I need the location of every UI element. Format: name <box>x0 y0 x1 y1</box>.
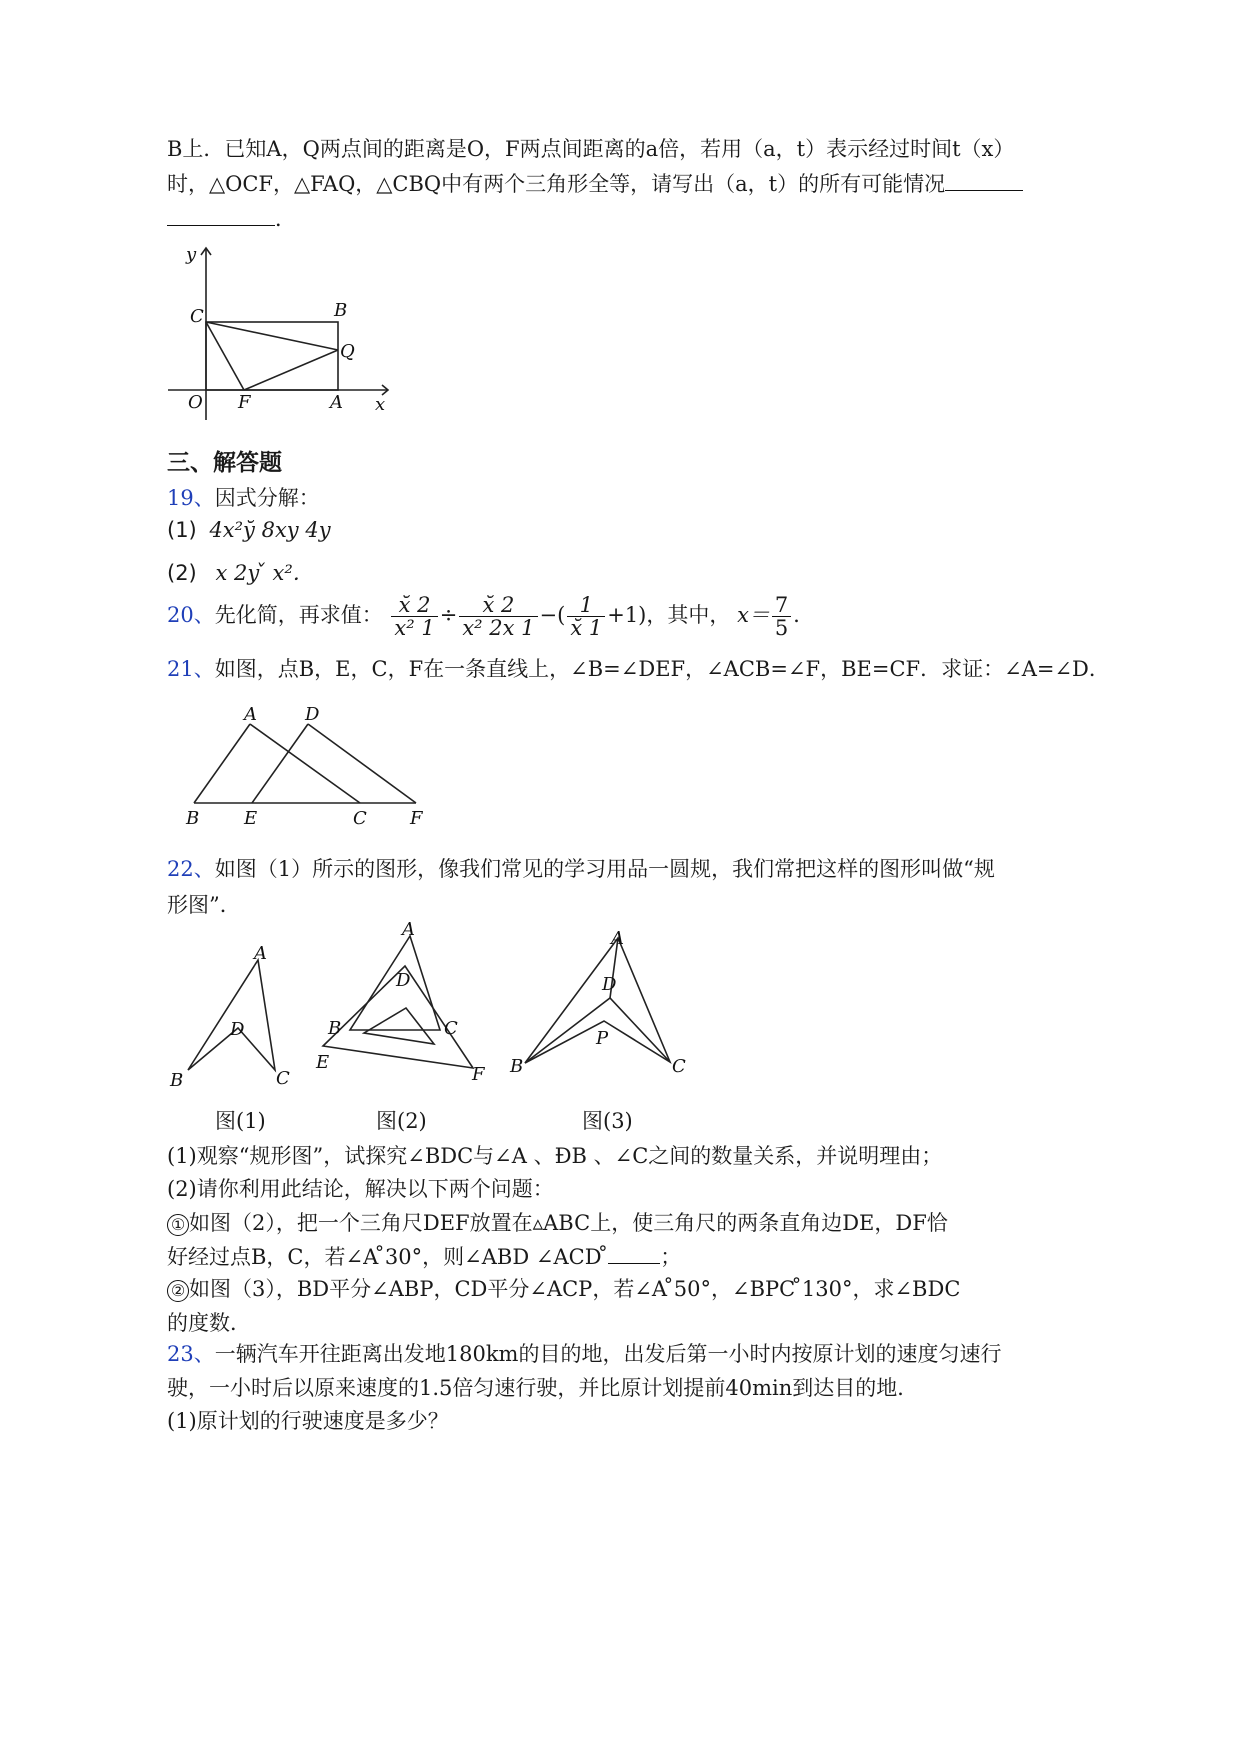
circle-two: ② <box>167 1280 189 1302</box>
q20-text: 先化简，再求值： <box>214 603 383 627</box>
q19-number: 19、 <box>167 486 215 510</box>
q20-number: 20、 <box>167 603 215 627</box>
q22-semicolon: ； <box>660 1245 682 1269</box>
q22-figures <box>160 918 700 1103</box>
fig2-label-B: B <box>328 1018 342 1039</box>
q18-line2-text: 时，△OCF，△FAQ，△CBQ中有两个三角形全等，请写出（a，t）的所有可能情况 <box>167 172 946 196</box>
segment-CQ <box>206 322 338 350</box>
fig2-triangle-ABC <box>350 936 440 1030</box>
q22-text: 如图（1）所示的图形，像我们常见的学习用品一圆规，我们常把这样的图形叫做“规 <box>214 857 995 881</box>
q18-period: ． <box>275 207 296 231</box>
answer-blank <box>167 205 275 226</box>
q19-part2 <box>167 557 314 587</box>
label-E: E <box>244 808 258 829</box>
q23-line1 <box>167 1338 1001 1368</box>
q22-sub1: (1)观察“规形图”，试探究∠BDC与∠A 、ÐB 、∠C之间的数量关系，并说明理由； <box>167 1144 943 1168</box>
fig1-label-D: D <box>230 1019 245 1040</box>
q18-figure <box>160 230 400 430</box>
q22-sub2: (2)请你利用此结论，解决以下两个问题： <box>167 1177 554 1201</box>
fig1-shape <box>188 960 275 1070</box>
q21-text: 如图，点B，E，C，F在一条直线上，∠B=∠DEF，∠ACB=∠F，BE=CF．求证：∠A=∠D． <box>214 657 1110 681</box>
q22-line1 <box>167 853 995 883</box>
segment-AC <box>250 724 360 803</box>
label-D: D <box>305 704 320 725</box>
fig3-caption: 图(3) <box>582 1109 633 1133</box>
label-Q: Q <box>340 341 355 362</box>
q22-sub2-1 <box>167 1207 948 1237</box>
fig2-label-E: E <box>316 1052 330 1073</box>
q19-stem <box>167 482 320 512</box>
label-B: B <box>334 300 348 321</box>
q18-line3 <box>167 203 296 233</box>
q22-sub2-1-cont-text: 好经过点B，C，若∠A ̊30°，则∠ABD ∠ACD ̊ <box>167 1245 609 1269</box>
fig2-inner-triangle <box>364 1008 434 1044</box>
section-heading: 三、解答题 <box>167 450 282 476</box>
x-equals: x＝ <box>737 603 770 627</box>
q22-sub2-2 <box>167 1273 960 1303</box>
fig3-label-C: C <box>672 1056 686 1077</box>
q20-stem <box>167 594 814 639</box>
q23-line2: 驶，一小时后以原来速度的1.5倍匀速行驶，并比原计划提前40min到达目的地． <box>167 1376 919 1400</box>
label-C: C <box>353 808 367 829</box>
q23-number: 23、 <box>167 1342 215 1366</box>
circle-one: ① <box>167 1214 189 1236</box>
segment-FQ <box>244 350 338 390</box>
label-y: y <box>186 244 197 265</box>
label-F: F <box>238 392 251 413</box>
q21-number: 21、 <box>167 657 215 681</box>
q19-part2-label: (2) <box>167 561 197 585</box>
segment-CF <box>206 322 244 390</box>
label-C: C <box>190 306 204 327</box>
label-A: A <box>244 704 257 725</box>
q22-line2: 形图”． <box>167 893 241 917</box>
label-B: B <box>186 808 200 829</box>
label-x: x <box>375 394 386 415</box>
fraction-3: $\frac{1}{x̆ 1}$ <box>567 594 605 639</box>
q21-stem <box>167 653 1110 683</box>
q21-figure <box>180 700 440 835</box>
q22-number: 22、 <box>167 857 215 881</box>
segment-AB <box>194 724 250 803</box>
fig3-label-P: P <box>596 1028 609 1049</box>
fraction-2: $\frac{x̆ 2}{\text{x² 2x 1}}$ <box>459 594 537 639</box>
fig1-caption: 图(1) <box>215 1109 266 1133</box>
label-F: F <box>410 808 423 829</box>
label-O: O <box>188 392 203 413</box>
q22-sub2-1-text: 如图（2），把一个三角尺DEF放置在▵ABC上，使三角尺的两条直角边DE，DF恰 <box>189 1211 948 1235</box>
fig2-label-C: C <box>444 1018 458 1039</box>
fig2-label-D: D <box>396 970 411 991</box>
q20-period: ． <box>793 603 815 627</box>
q19-part2-expr: x 2y ̌ x²． <box>215 561 314 585</box>
q23-text: 一辆汽车开往距离出发地180km的目的地，出发后第一小时内按原计划的速度匀速行 <box>214 1342 1002 1366</box>
fig1-label-B: B <box>170 1070 184 1091</box>
q23-sub1: (1)原计划的行驶速度是多少？ <box>167 1409 449 1433</box>
q22-sub2-2-text: 如图（3），BD平分∠ABP，CD平分∠ACP，若∠A ̊50°，∠BPC ̊130°，求∠BDC <box>189 1277 961 1301</box>
fig1-label-C: C <box>276 1068 290 1089</box>
fig3-label-B: B <box>510 1056 524 1077</box>
fig3-label-D: D <box>602 974 617 995</box>
segment-DF <box>308 724 416 803</box>
answer-blank <box>945 170 1023 191</box>
fig2-label-F: F <box>472 1064 485 1085</box>
q19-part1 <box>167 518 331 542</box>
divide-sign: ÷ <box>439 603 458 627</box>
segment-DE <box>252 724 308 803</box>
q19-text: 因式分解： <box>214 486 320 510</box>
fig3-label-A: A <box>611 928 624 949</box>
answer-blank <box>608 1243 660 1264</box>
fig2-caption: 图(2) <box>376 1109 427 1133</box>
q22-sub2-2-cont: 的度数． <box>167 1311 251 1335</box>
minus-paren: −( <box>539 603 566 627</box>
label-A: A <box>330 392 343 413</box>
fig1-label-A: A <box>254 943 267 964</box>
q18-line2 <box>167 168 1023 198</box>
q19-part1-expr: 4x²y̆ 8xy 4y <box>209 518 331 542</box>
q18-line1: B上．已知A，Q两点间的距离是O，F两点间距离的a倍，若用（a，t）表示经过时间t（x） <box>167 137 1015 161</box>
q19-part1-label: (1) <box>167 518 197 542</box>
q22-sub2-1-cont <box>167 1241 681 1271</box>
fraction-7-5: $\frac{7}{5}$ <box>772 594 791 639</box>
fraction-1: $\frac{x̆ 2}{\text{x² 1}}$ <box>391 594 437 639</box>
q20-tail: +1)，其中， <box>607 603 731 627</box>
fig2-label-A: A <box>402 919 415 940</box>
